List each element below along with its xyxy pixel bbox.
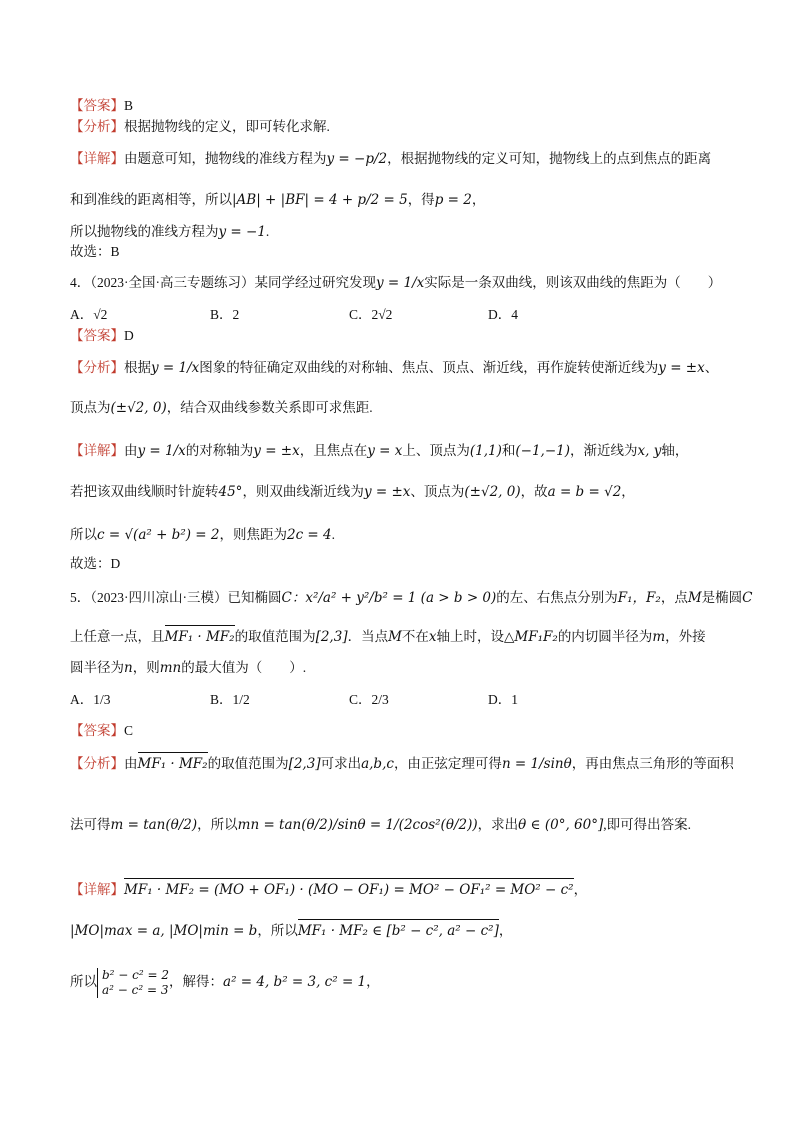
q3-detail-line3: 所以抛物线的准线方程为y = −1. <box>70 224 270 240</box>
q4-choice: 故选：D <box>70 556 121 571</box>
q4-option-c: C．2√2 <box>349 307 393 322</box>
q5-stem-line1: 5．（2023·四川凉山·三模）已知椭圆C：x²/a² + y²/b² = 1 (a > b > 0)的左、右焦点分别为F₁，F₂，点M是椭圆C <box>70 590 753 606</box>
q5-option-c: C．2/3 <box>349 692 389 707</box>
q5-option-b: B．1/2 <box>210 692 250 707</box>
q4-analysis-line1: 【分析】根据y = 1/x图象的特征确定双曲线的对称轴、焦点、顶点、渐近线，再作旋转使渐近线为y = ±x、 <box>70 360 719 376</box>
q4-stem: 4．（2023·全国·高三专题练习）某同学经过研究发现y = 1/x实际是一条双曲线，则该双曲线的焦距为（ ） <box>70 275 722 291</box>
q4-detail-line1: 【详解】由y = 1/x的对称轴为y = ±x，且焦点在y = x上、顶点为(1,1)和(−1,−1)，渐近线为x, y轴， <box>70 443 689 459</box>
q5-analysis-line2: 法可得m = tan(θ/2)，所以mn = tan(θ/2)/sinθ = 1/(2cos²(θ/2))，求出θ ∈ (0°, 60°],即可得出答案. <box>70 817 691 833</box>
q3-answer: 【答案】B <box>70 98 134 113</box>
q4-detail-line3: 所以c = √(a² + b²) = 2，则焦距为2c = 4. <box>70 527 335 543</box>
q5-analysis-line1: 【分析】由MF₁ · MF₂的取值范围为[2,3]可求出a,b,c，由正弦定理可得n = 1/sinθ，再由焦点三角形的等面积 <box>70 756 734 772</box>
q5-answer: 【答案】C <box>70 723 134 738</box>
q4-answer: 【答案】D <box>70 328 134 343</box>
q5-detail-line1: 【详解】MF₁ · MF₂ = (MO + OF₁) · (MO − OF₁) = MO² − OF₁² = MO² − c²， <box>70 882 588 898</box>
q5-option-a: A．1/3 <box>70 692 111 707</box>
q3-detail-line1: 【详解】由题意可知，抛物线的准线方程为y = −p/2，根据抛物线的定义可知，抛物线上的点到焦点的距离 <box>70 151 712 167</box>
q4-option-d: D．4 <box>488 307 518 322</box>
q4-detail-line2: 若把该双曲线顺时针旋转45°，则双曲线渐近线为y = ±x、顶点为(±√2, 0)，故a = b = √2， <box>70 484 635 500</box>
q5-stem-line3: 圆半径为n，则mn的最大值为（ ）. <box>70 660 307 676</box>
q5-detail-line2: |MO|max = a, |MO|min = b，所以MF₁ · MF₂ ∈ [b² − c², a² − c²]， <box>70 923 513 939</box>
q4-option-b: B．2 <box>210 307 240 322</box>
q4-option-a: A．√2 <box>70 307 108 322</box>
q3-analysis: 【分析】根据抛物线的定义，即可转化求解. <box>70 119 330 134</box>
q3-detail-line2: 和到准线的距离相等，所以|AB| + |BF| = 4 + p/2 = 5，得p = 2， <box>70 192 486 208</box>
equation-system: b² − c² = 2 a² − c² = 3 <box>97 968 169 998</box>
q5-stem-line2: 上任意一点，且MF₁ · MF₂的取值范围为[2,3]．当点M不在x轴上时，设△MF₁F₂的内切圆半径为m，外接 <box>70 629 706 645</box>
q5-option-d: D．1 <box>488 692 518 707</box>
q3-choice: 故选：B <box>70 244 120 259</box>
q4-analysis-line2: 顶点为(±√2, 0)，结合双曲线参数关系即可求焦距. <box>70 400 373 416</box>
q5-detail-line3: 所以 b² − c² = 2 a² − c² = 3 ，解得：a² = 4, b² = 3, c² = 1， <box>70 968 380 997</box>
